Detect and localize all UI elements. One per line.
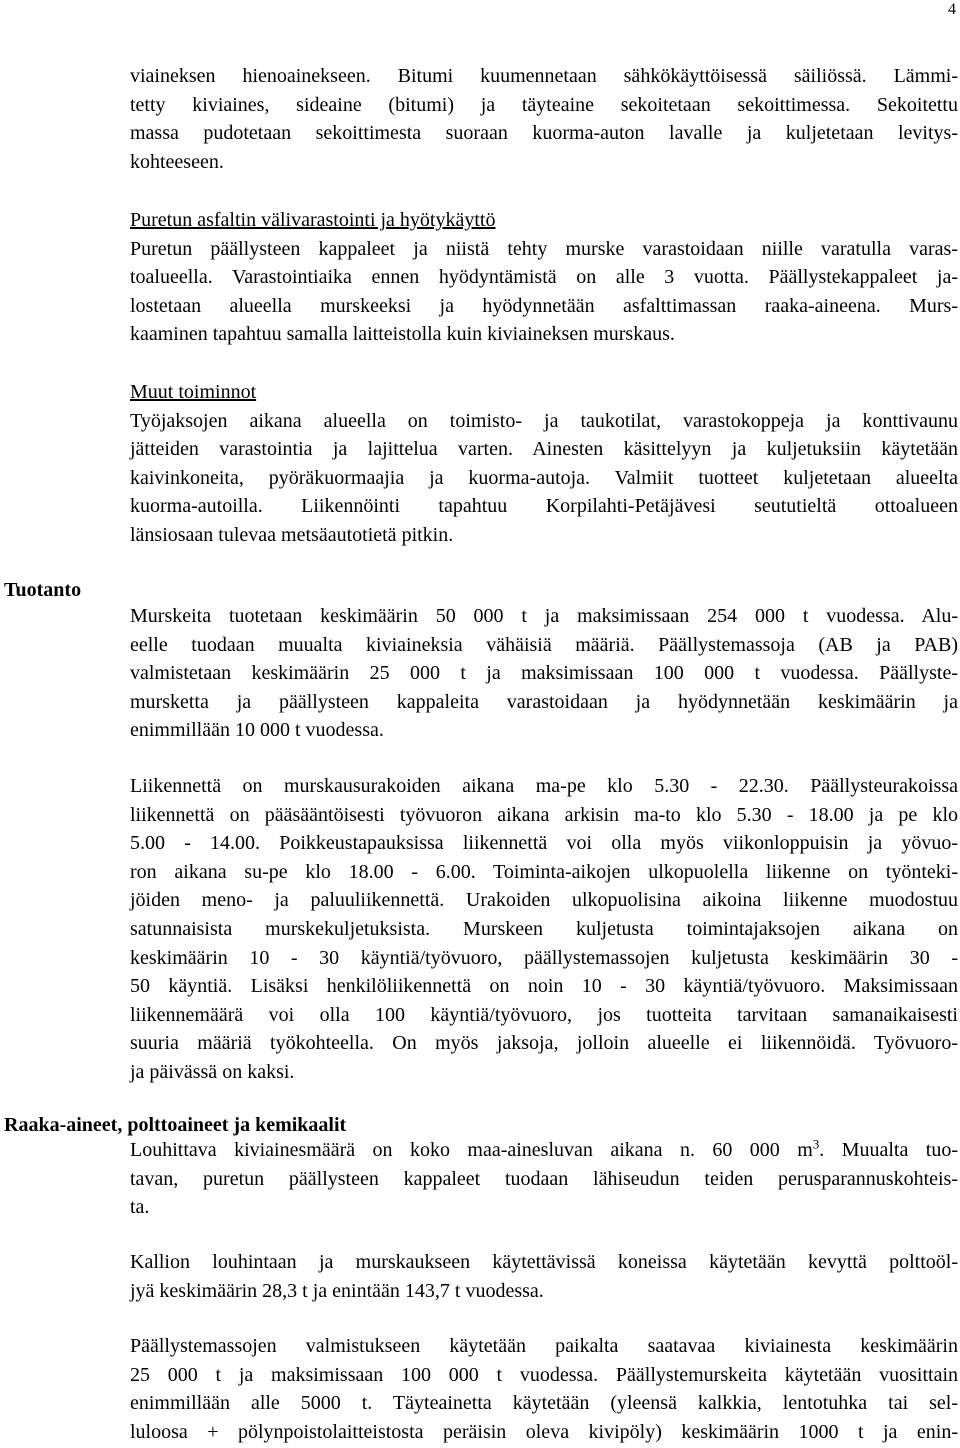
materials-paragraph-2 <box>130 1248 958 1305</box>
text-line: valmistetaan keskimäärin 25 000 t ja maksimissaan 100 000 t vuodessa. Päällyste- <box>130 662 958 685</box>
text-line: lostetaan alueella murskeeksi ja hyödynnetään asfalttimassan raaka-aineena. Murs- <box>130 294 958 317</box>
text-line: jöiden meno- ja paluuliikennettä. Urakoiden ulkopuolisina aikoina liikenne muodostuu <box>130 889 958 912</box>
page-number: 4 <box>948 1 956 18</box>
text-line: mursketta ja päällysteen kappaleita varastoidaan ja hyödynnetään keskimäärin ja <box>130 690 958 713</box>
text-line: suuria määriä työkohteella. On myös jaksoja, jolloin alueelle ei liikennöidä. Työvuoro- <box>130 1032 958 1055</box>
asphalt-section <box>130 206 958 349</box>
side-heading-production: Tuotanto <box>4 579 82 601</box>
text-line: tavan, puretun päällysteen kappaleet tuodaan lähiseudun teiden perusparannuskohteis- <box>130 1167 958 1190</box>
text-line: 50 käyntiä. Lisäksi henkilöliikennettä on noin 10 - 30 käyntiä/työvuoro. Maksimissaan <box>130 975 958 998</box>
text-line <box>130 1136 958 1165</box>
other-activities-section <box>130 378 958 550</box>
text-line: 25 000 t ja maksimissaan 100 000 t vuodessa. Päällystemurskeita käytetään vuosittain <box>130 1363 958 1386</box>
text-line: ta. <box>130 1196 150 1219</box>
text-line: toalueella. Varastointiaika ennen hyödyntämistä on alle 3 vuotta. Päällystekappaleet ja- <box>130 266 958 289</box>
text-line: massa pudotetaan sekoittimesta suoraan kuorma-auton lavalle ja kuljetetaan levitys- <box>130 122 958 145</box>
text-line: kuorma-autoilla. Liikennöinti tapahtuu Korpilahti-Petäjävesi seututieltä ottoalueen <box>130 495 958 518</box>
text-line: länsiosaan tulevaa metsäautotietä pitkin. <box>130 523 454 546</box>
text-line: kaaminen tapahtuu samalla laitteistolla kuin kiviaineksen murskaus. <box>130 323 675 346</box>
production-paragraph-1 <box>130 602 958 745</box>
text-line: Päällystemassojen valmistukseen käytetään paikalta saatavaa kiviainesta keskimäärin <box>130 1335 958 1357</box>
text-line: 5.00 - 14.00. Poikkeustapauksissa liikennettä voi olla myös viikonloppuisin ja yövuo- <box>130 832 958 855</box>
text-line: Puretun päällysteen kappaleet ja niistä tehty murske varastoidaan niille varatulla varas- <box>130 237 958 260</box>
text-line: liikennettä on pääsääntöisesti työvuoron aikana arkisin ma-to klo 5.30 - 18.00 ja pe klo <box>130 803 958 826</box>
text-line: Kallion louhintaan ja murskaukseen käytettävissä koneissa käytetään kevyttä polttoöl- <box>130 1251 958 1273</box>
text-line: enimmillään 10 000 t vuodessa. <box>130 719 384 742</box>
superscript: 3 <box>812 1136 820 1152</box>
text-fragment: . Muualta tuo- <box>819 1139 959 1161</box>
text-line: kohteeseen. <box>130 150 224 173</box>
materials-paragraph-1 <box>130 1136 958 1222</box>
text-line: satunnaisista murskekuljetuksista. Murskeen kuljetusta toimintajaksojen aikana on <box>130 917 958 940</box>
text-fragment: Louhittava kiviainesmäärä on koko maa-ainesluvan aikana n. 60 000 m <box>130 1139 813 1161</box>
text-line: jätteiden varastointia ja lajittelua varten. Ainesten käsittelyyn ja kuljetuksiin käytetään <box>130 438 958 461</box>
production-paragraph-2 <box>130 772 958 1087</box>
section-subheading: Muut toiminnot <box>130 381 257 403</box>
text-line: jyä keskimäärin 28,3 t ja enintään 143,7 t vuodessa. <box>130 1279 544 1302</box>
text-line: ron aikana su-pe klo 18.00 - 6.00. Toiminta-aikojen ulkopuolella liikenne on työnteki- <box>130 860 958 883</box>
text-line: ja päivässä on kaksi. <box>130 1060 295 1083</box>
text-line: Liikennettä on murskausurakoiden aikana ma-pe klo 5.30 - 22.30. Päällysteurakoissa <box>130 775 958 797</box>
text-line: viaineksen hienoainekseen. Bitumi kuumennetaan sähkökäyttöisessä säiliössä. Lämmi- <box>130 65 958 87</box>
text-line: keskimäärin 10 - 30 käyntiä/työvuoro, päällystemassojen kuljetusta keskimäärin 30 - <box>130 946 958 969</box>
text-line: tetty kiviaines, sideaine (bitumi) ja täyteaine sekoitetaan sekoittimessa. Sekoitettu <box>130 93 958 116</box>
text-line: kaivinkoneita, pyöräkuormaajia ja kuorma-autoja. Valmiit tuotteet kuljetetaan alueelta <box>130 466 958 489</box>
text-line: luloosa + pölynpoistolaitteistosta peräisin oleva kivipöly) keskimäärin 1000 t ja enin- <box>130 1420 958 1443</box>
text-line: Murskeita tuotetaan keskimäärin 50 000 t ja maksimissaan 254 000 t vuodessa. Alu- <box>130 605 958 627</box>
text-line: Työjaksojen aikana alueella on toimisto- ja taukotilat, varastokoppeja ja konttivaunu <box>130 409 958 432</box>
text-line: liikennemäärä voi olla 100 käyntiä/työvuoro, jos tuotteita tarvitaan samanaikaisesti <box>130 1003 958 1026</box>
materials-paragraph-3 <box>130 1332 958 1446</box>
section-subheading: Puretun asfaltin välivarastointi ja hyötykäyttö <box>130 209 496 231</box>
side-heading-materials: Raaka-aineet, polttoaineet ja kemikaalit <box>4 1114 347 1136</box>
text-line: eelle tuodaan muualta kiviaineksia vähäisiä määriä. Päällystemassoja (AB ja PAB) <box>130 633 958 656</box>
text-line: enimmillään alle 5000 t. Täyteainetta käytetään (yleensä kalkkia, lentotuhka tai sel- <box>130 1392 958 1415</box>
intro-paragraph <box>130 62 958 176</box>
